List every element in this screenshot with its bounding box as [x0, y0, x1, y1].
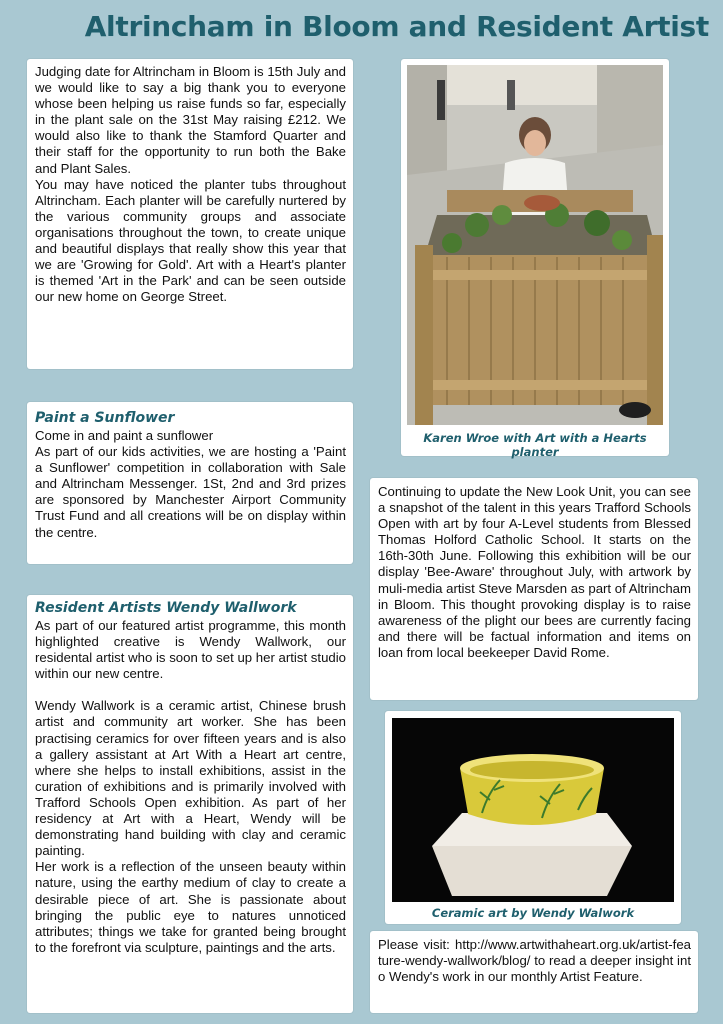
ceramic-photo-caption: Ceramic art by Wendy Walwork [431, 906, 635, 920]
new-look-card [370, 478, 698, 700]
visit-card [370, 931, 698, 1013]
planter-illustration [407, 65, 663, 425]
resident-paragraph-2: Wendy Wallwork is a ceramic artist, Chinese brush artist and community art worker. She has been practising ceramics for over fifteen years and is also a gallery assistant at Art With a Heart art centre, where she helps to install exhibitions, assist in the curation of exhibitions and is primarily involved with Trafford Schools Open exhibition. As part of her residency at Art with a Heart, Wendy will be demonstrating hand building with clay and ceramic painting. [35, 698, 346, 859]
planter-photo-card [401, 59, 669, 459]
ceramic-photo [392, 718, 674, 902]
sunflower-card [27, 402, 353, 564]
resident-paragraph-1: As part of our featured artist programme, this month highlighted creative is Wendy Wallwork, our residental artist who is soon to set up her artist studio within our new centre. [35, 618, 346, 682]
ceramic-photo-card [385, 711, 681, 924]
sunflower-paragraph: As part of our kids activities, we are hosting a 'Paint a Sunflower' competition in collaboration with Sale and Altrincham Messenger. 1St, 2nd and 3rd prizes are sponsored by Manchester Airport Community Trust Fund and all creations will be on display within the centre. [35, 444, 346, 540]
resident-artist-card [27, 595, 353, 1013]
planter-photo-caption: Karen Wroe with Art with a Hearts planter [423, 431, 647, 459]
bloom-paragraph-2: You may have noticed the planter tubs throughout Altrincham. Each planter will be carefully nurtered by the various community groups and associate organisations throughout the town, to create unique and beautiful displays that really show this year that we are 'Growing for Gold'. Art with a Heart's planter is themed 'Art in the Park' and can be seen outside our new home on George Street. [35, 176, 346, 305]
resident-artist-heading: Resident Artists Wendy Wallwork [35, 600, 297, 616]
sunflower-heading: Paint a Sunflower [35, 410, 175, 426]
new-look-paragraph: Continuing to update the New Look Unit, you can see a snapshot of the talent in this years Trafford Schools Open with art by four A-Level students from Blessed Thomas Holford Catholic School. It starts on the 16th-30th June. Following this exhibition will be our display 'Bee-Aware' throughout July, with artwork by muli-media artist Steve Marsden as part of Altrincham in Bloom. This thought provoking display is to raise awareness of the plight our bees are currently facing and there will be factual information and items on loan from local beekeeper David Rome. [378, 484, 691, 660]
visit-paragraph: Please visit: http://www.artwithaheart.org.uk/artist-feature-wendy-wallwork/blog/ to read a deeper insight into Wendy's work in our monthly Artist Feature. [378, 937, 691, 985]
page-title: Altrincham in Bloom and Resident Artist [84, 10, 709, 43]
bloom-card [27, 59, 353, 369]
sunflower-intro: Come in and paint a sunflower [35, 428, 214, 443]
ceramic-illustration [392, 718, 674, 902]
planter-photo [407, 65, 663, 425]
paragraph-spacer [35, 682, 346, 698]
resident-paragraph-3: Her work is a reflection of the unseen beauty within nature, using the earthy medium of clay to create a desirable piece of art. She is passionate about bringing the public eye to natures unnoticed attributes; things we take for granted being brought to the forefront via sculpture, paintings and the arts. [35, 859, 346, 955]
bloom-paragraph-1: Judging date for Altrincham in Bloom is 15th July and we would like to say a big thank you to everyone whose been helping us raise funds so far, especially in the plant sale on the 31st May raising £212. We would also like to thank the Stamford Quarter and their staff for the opportunity to run both the Bake and Plant Sales. [35, 64, 346, 176]
